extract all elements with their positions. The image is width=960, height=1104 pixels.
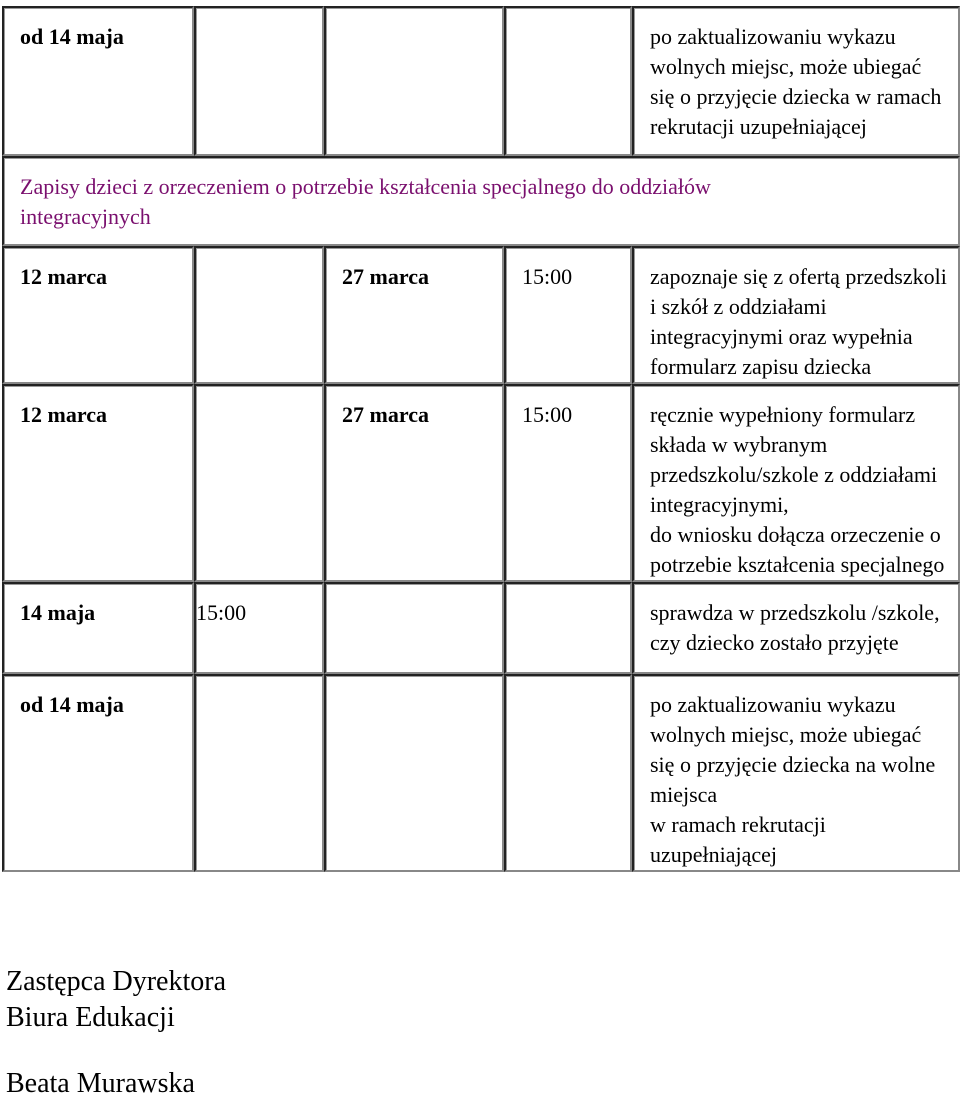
table-cell-description: po zaktualizowaniu wykazu wolnych miejsc, może ubiegać się o przyjęcie dziecka w ramach rekrutacji uzupełniającej (632, 6, 960, 156)
description-line: w ramach rekrutacji uzupełniającej (650, 812, 826, 867)
table-cell-end-date (324, 674, 504, 872)
table-cell-end-date (324, 582, 504, 674)
table-cell-start-date: od 14 maja (2, 6, 194, 156)
table-cell-start-date: 12 marca (2, 384, 194, 582)
table-cell-start-time (194, 6, 324, 156)
table-row (2, 582, 960, 674)
recruitment-schedule-table (2, 6, 960, 872)
signature-name: Beata Murawska (6, 1068, 195, 1099)
table-cell-start-time (194, 384, 324, 582)
table-cell-start-time: 15:00 (194, 582, 324, 674)
table-row (2, 384, 960, 582)
table-cell-end-time (504, 6, 632, 156)
section-heading: Zapisy dzieci z orzeczeniem o potrzebie kształcenia specjalnego do oddziałów integracyjnych (2, 156, 960, 246)
table-cell-end-time: 15:00 (504, 246, 632, 384)
table-cell-description: zapoznaje się z ofertą przedszkoli i szkół z oddziałami integracyjnymi oraz wypełnia formularz zapisu dziecka (632, 246, 960, 384)
table-cell-start-date: 14 maja (2, 582, 194, 674)
table-row (2, 6, 960, 156)
table-cell-start-time (194, 246, 324, 384)
signature-block (6, 964, 226, 1102)
table-section-row (2, 156, 960, 246)
table-cell-end-date (324, 6, 504, 156)
table-cell-end-date: 27 marca (324, 246, 504, 384)
description-line: do wniosku dołącza orzeczenie o potrzebie kształcenia specjalnego (650, 522, 945, 577)
table-cell-end-date: 27 marca (324, 384, 504, 582)
table-cell-description (632, 674, 960, 872)
table-cell-end-time (504, 674, 632, 872)
description-line: po zaktualizowaniu wykazu wolnych miejsc, może ubiegać się o przyjęcie dziecka na wolne miejsca (650, 692, 936, 807)
signature-title: Zastępca Dyrektora (6, 966, 226, 997)
table-cell-start-date: 12 marca (2, 246, 194, 384)
table-row (2, 246, 960, 384)
table-cell-end-time: 15:00 (504, 384, 632, 582)
table-cell-end-time (504, 582, 632, 674)
table-cell-start-time (194, 674, 324, 872)
table-cell-description: sprawdza w przedszkolu /szkole, czy dziecko zostało przyjęte (632, 582, 960, 674)
signature-department: Biura Edukacji (6, 1002, 175, 1033)
table-cell-start-date: od 14 maja (2, 674, 194, 872)
table-cell-description (632, 384, 960, 582)
table-row (2, 674, 960, 872)
description-line: ręcznie wypełniony formularz składa w wybranym przedszkolu/szkole z oddziałami integracyjnymi, (650, 402, 938, 517)
